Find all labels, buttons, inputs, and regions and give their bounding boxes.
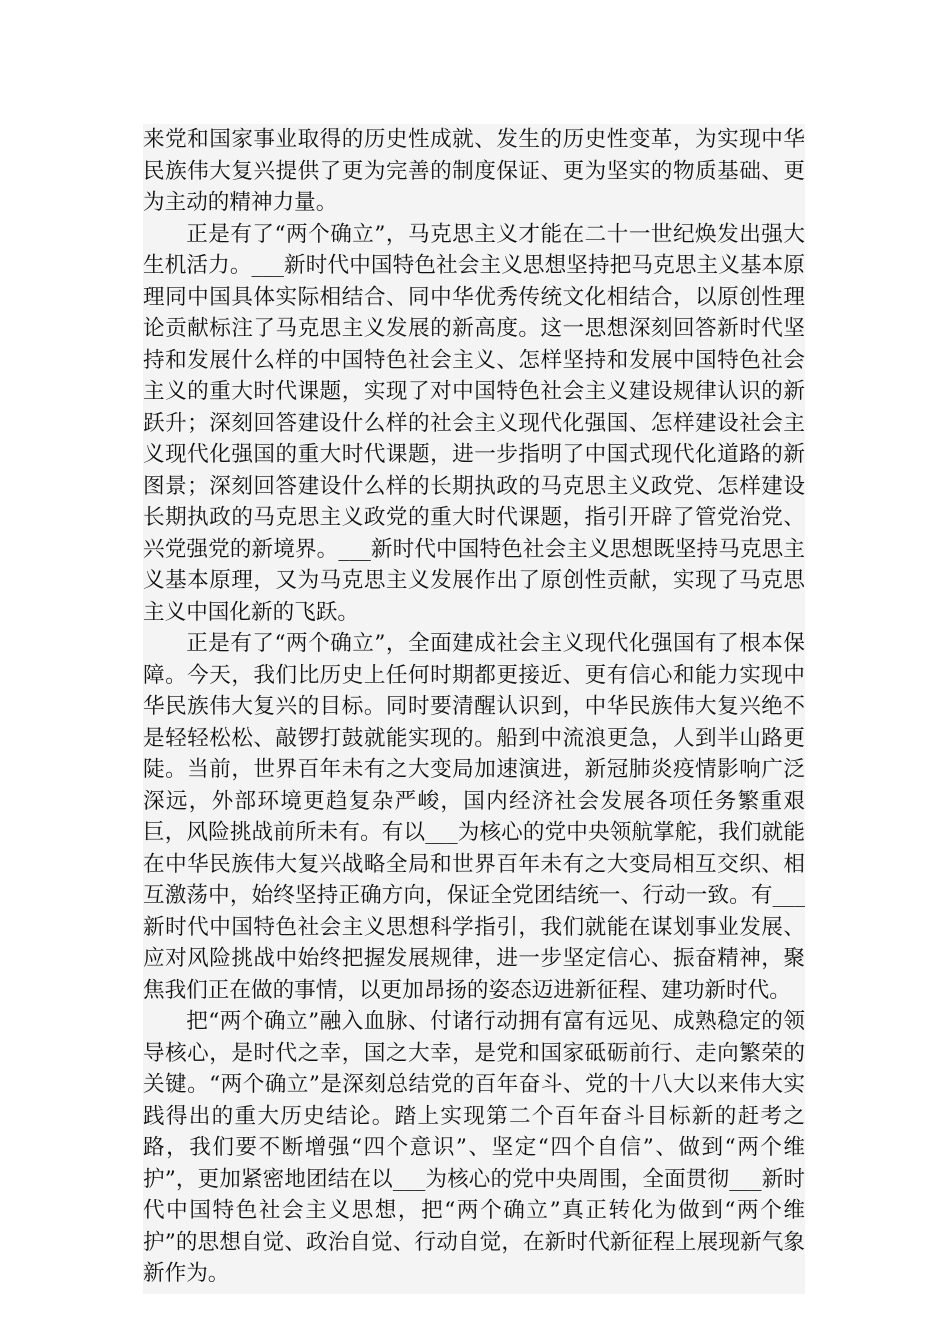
paragraph-3: 正是有了“两个确立”，全面建成社会主义现代化强国有了根本保障。今天，我们比历史上任何时期都更接近、更有信心和能力实现中华民族伟大复兴的目标。同时要清醒认识到，中华民族伟大复兴绝不是轻轻松松、敲锣打鼓就能实现的。船到中流浪更急，人到半山路更陡。当前，世界百年未有之大变局加速演进，新冠肺炎疫情影响广泛深远，外部环境更趋复杂严峻，国内经济社会发展各项任务繁重艰巨，风险挑战前所未有。有以___为核心的党中央领航掌舵，我们就能在中华民族伟大复兴战略全局和世界百年未有之大变局相互交织、相互激荡中，始终坚持正确方向，保证全党团结统一、行动一致。有___新时代中国特色社会主义思想科学指引，我们就能在谋划事业发展、应对风险挑战中始终把握发展规律，进一步坚定信心、振奋精神，聚焦我们正在做的事情，以更加昂扬的姿态迈进新征程、建功新时代。 [143,631,805,1003]
paragraph-2: 正是有了“两个确立”，马克思主义才能在二十一世纪焕发出强大生机活力。___新时代中国特色社会主义思想坚持把马克思主义基本原理同中国具体实际相结合、同中华优秀传统文化相结合，以原创性理论贡献标注了马克思主义发展的新高度。这一思想深刻回答新时代坚持和发展什么样的中国特色社会主义、怎样坚持和发展中国特色社会主义的重大时代课题，实现了对中国特色社会主义建设规律认识的新跃升；深刻回答建设什么样的社会主义现代化强国、怎样建设社会主义现代化强国的重大时代课题，进一步指明了中国式现代化道路的新图景；深刻回答建设什么样的长期执政的马克思主义政党、怎样建设长期执政的马克思主义政党的重大时代课题，指引开辟了管党治党、兴党强党的新境界。___新时代中国特色社会主义思想既坚持马克思主义基本原理，又为马克思主义发展作出了原创性贡献，实现了马克思主义中国化新的飞跃。 [143,221,805,625]
body-text [143,124,805,1294]
paragraph-4: 把“两个确立”融入血脉、付诸行动拥有富有远见、成熟稳定的领导核心，是时代之幸，国之大幸，是党和国家砥砺前行、走向繁荣的关键。“两个确立”是深刻总结党的百年奋斗、党的十八大以来伟大实践得出的重大历史结论。踏上实现第二个百年奋斗目标新的赶考之路，我们要不断增强“四个意识”、坚定“四个自信”、做到“两个维护”，更加紧密地团结在以___为核心的党中央周围，全面贯彻___新时代中国特色社会主义思想，把“两个确立”真正转化为做到“两个维护”的思想自觉、政治自觉、行动自觉，在新时代新征程上展现新气象新作为。 [143,1009,805,1286]
paragraph-1: 来党和国家事业取得的历史性成就、发生的历史性变革，为实现中华民族伟大复兴提供了更为完善的制度保证、更为坚实的物质基础、更为主动的精神力量。 [143,127,805,215]
